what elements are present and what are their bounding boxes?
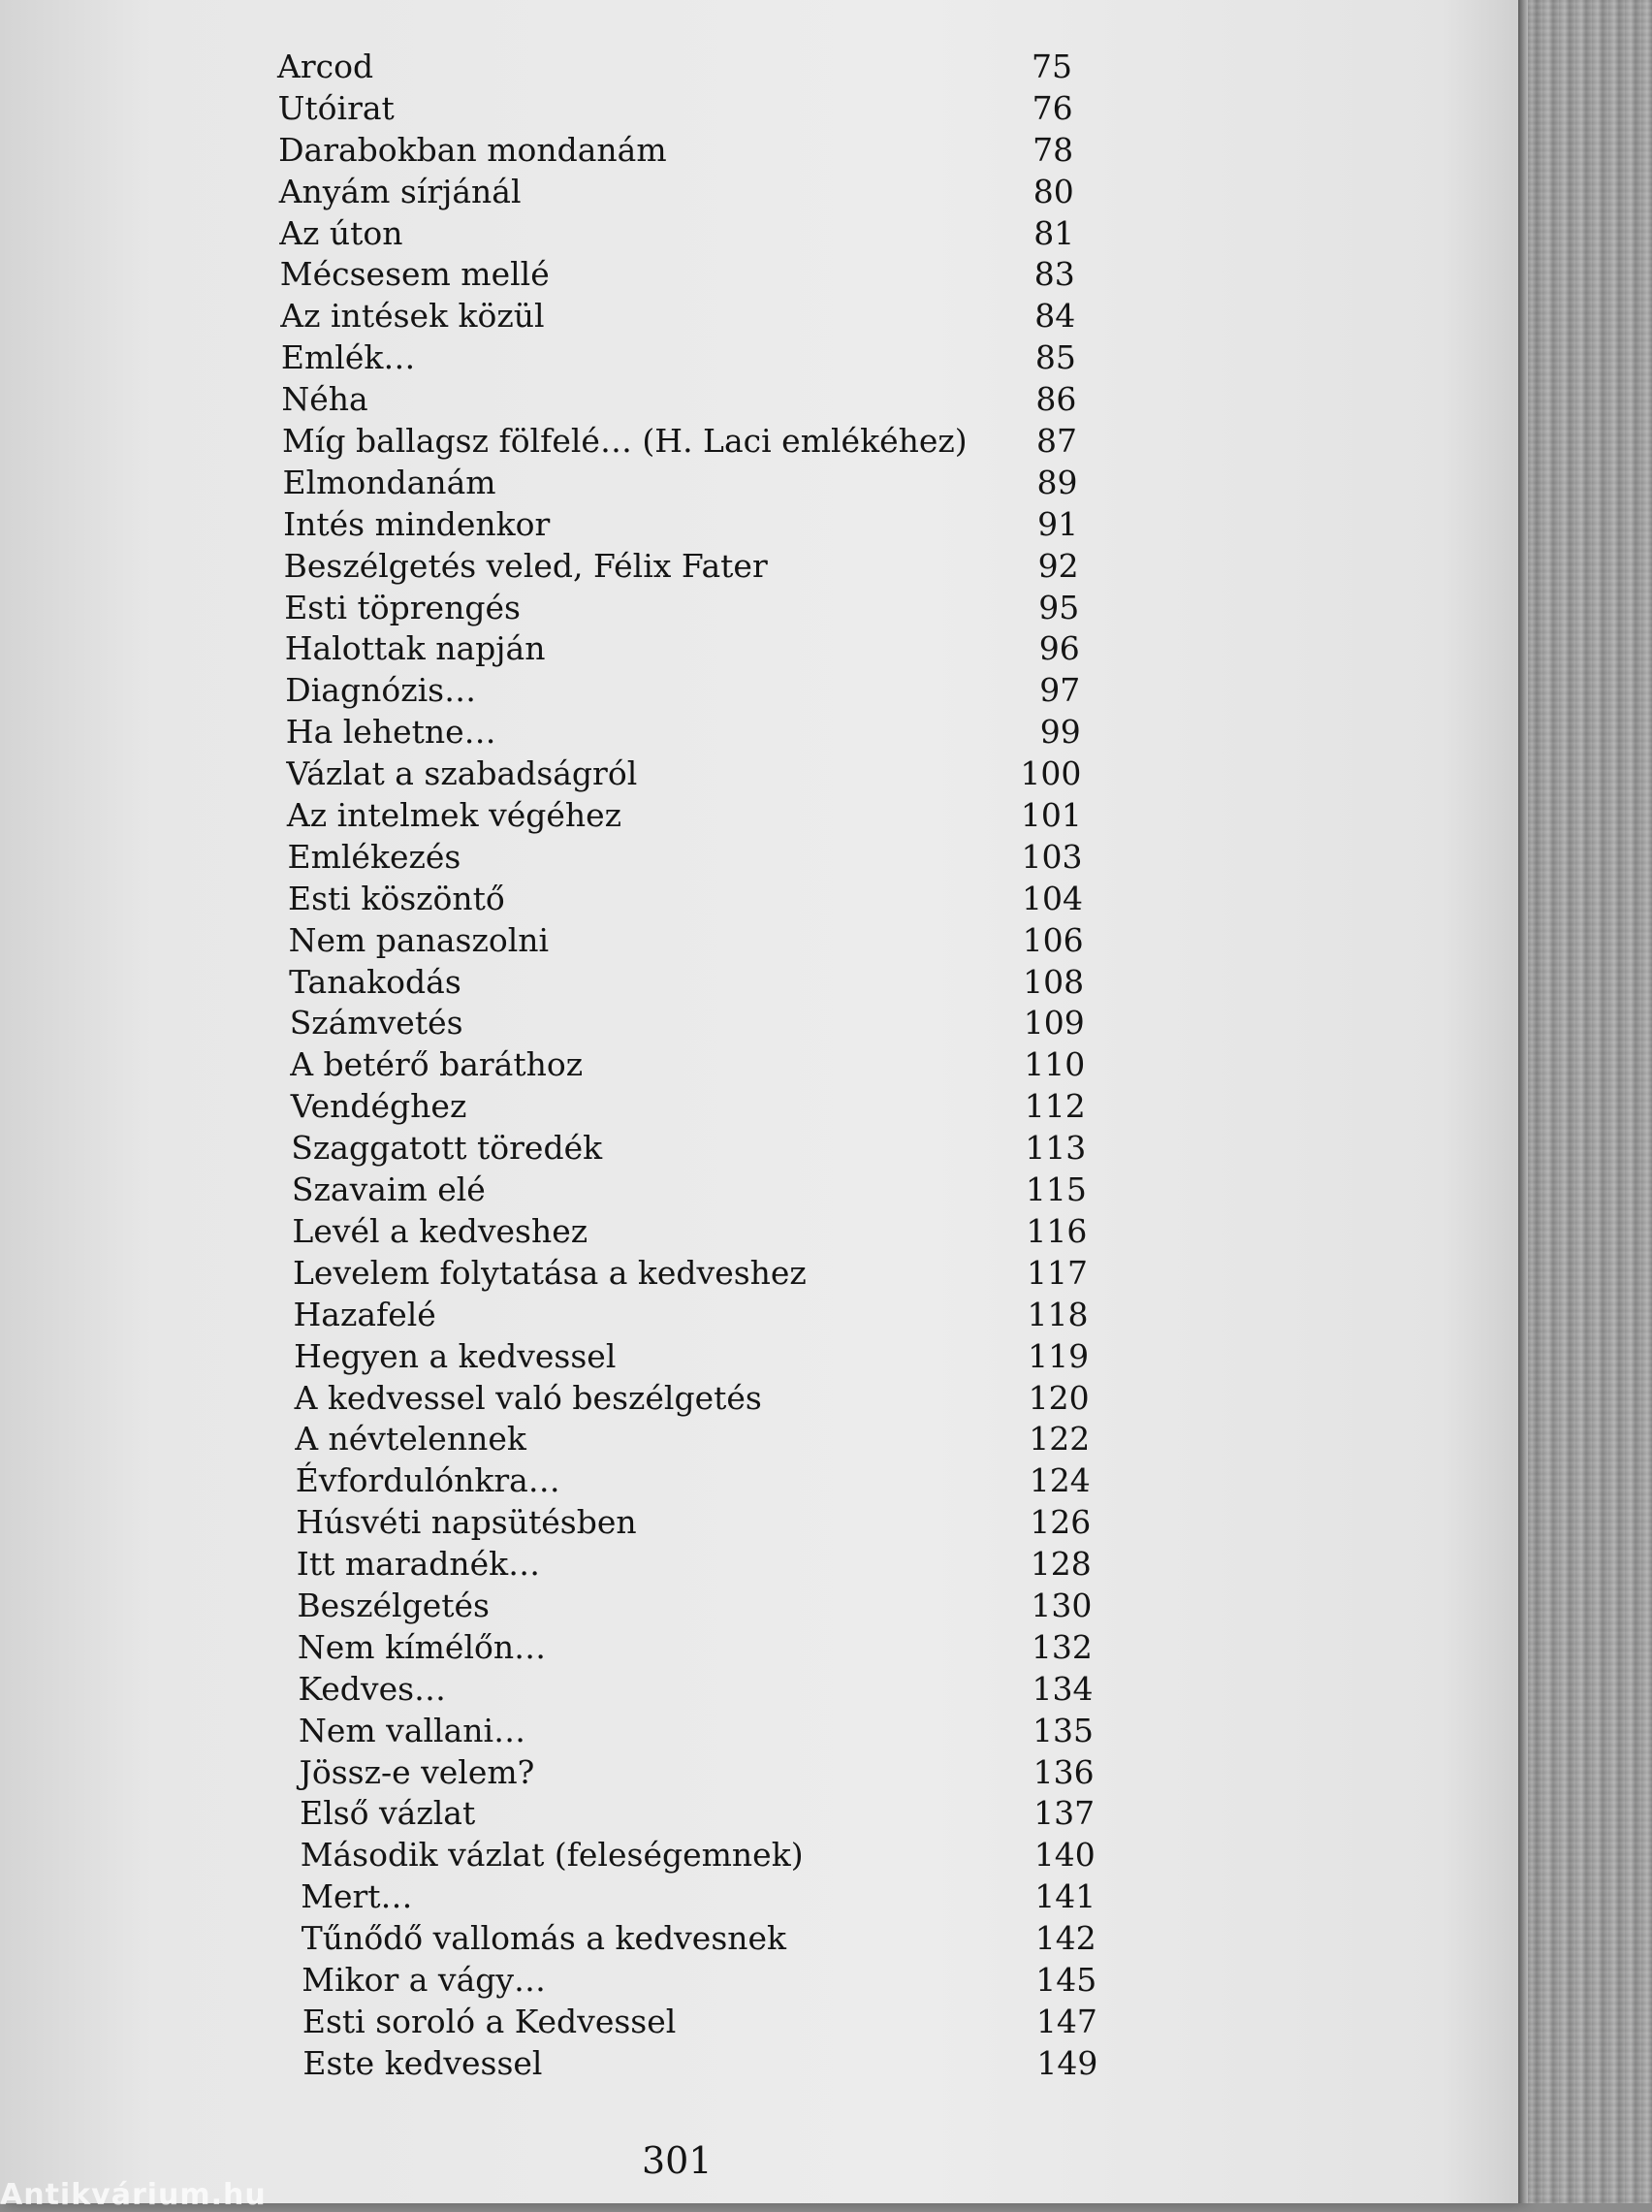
toc-entry — [301, 1835, 1096, 1876]
toc-entry-title: Az intések közül — [280, 297, 545, 336]
toc-entry — [294, 1336, 1089, 1378]
toc-entry-title: Este kedvessel — [302, 2043, 543, 2082]
toc-entry — [296, 1460, 1091, 1502]
toc-entry — [292, 1170, 1087, 1211]
toc-entry — [302, 1918, 1096, 1960]
toc-entry-page: 132 — [1031, 1627, 1093, 1666]
toc-entry-page: 85 — [1034, 338, 1076, 377]
toc-entry-title: Beszélgetés — [297, 1586, 490, 1624]
toc-entry-title: Évfordulónkra… — [295, 1461, 560, 1500]
toc-entry-page: 141 — [1034, 1877, 1096, 1916]
toc-entry — [302, 2043, 1097, 2085]
toc-entry — [286, 712, 1081, 753]
toc-entry — [281, 379, 1076, 421]
toc-entry-page: 76 — [1032, 88, 1073, 127]
toc-entry-page: 118 — [1027, 1295, 1089, 1333]
toc-entry-page: 110 — [1024, 1045, 1086, 1084]
toc-entry — [300, 1752, 1095, 1794]
toc-entry-title: Néha — [281, 380, 368, 419]
toc-entry-title: Második vázlat (feleségemnek) — [300, 1836, 804, 1875]
toc-entry — [297, 1544, 1092, 1586]
toc-entry-page: 103 — [1021, 837, 1083, 876]
toc-entry — [288, 837, 1083, 879]
toc-entry-title: Darabokban mondanám — [278, 130, 667, 169]
toc-entry — [291, 1128, 1086, 1170]
toc-entry-title: Kedves… — [298, 1669, 447, 1708]
toc-entry — [283, 504, 1078, 546]
toc-entry-title: Beszélgetés veled, Félix Fater — [283, 546, 768, 585]
toc-entry-page: 142 — [1034, 1919, 1096, 1958]
toc-entry-page: 80 — [1032, 172, 1074, 210]
toc-entry — [285, 670, 1080, 712]
toc-entry — [280, 296, 1075, 337]
toc-entry-title: Tanakodás — [289, 962, 461, 1001]
toc-entry-title: Első vázlat — [300, 1794, 476, 1833]
toc-entry-page: 108 — [1023, 962, 1085, 1001]
toc-entry — [290, 1003, 1085, 1044]
toc-entry — [283, 463, 1078, 504]
toc-entry-title: Utóirat — [277, 88, 395, 127]
toc-entry — [302, 2002, 1097, 2043]
toc-entry-title: Nem kímélőn… — [297, 1627, 547, 1666]
toc-entry — [287, 795, 1082, 837]
toc-entry — [297, 1586, 1092, 1627]
toc-entry-title: Nem vallani… — [299, 1711, 526, 1749]
toc-entry-title: Esti köszöntő — [288, 879, 505, 917]
toc-entry-title: Esti töprengés — [284, 588, 521, 626]
toc-entry-title: Míg ballagsz fölfelé… (H. Laci emlékéhez) — [282, 422, 968, 461]
toc-entry-page: 100 — [1020, 754, 1082, 793]
toc-entry — [295, 1419, 1090, 1460]
toc-entry-page: 126 — [1030, 1503, 1092, 1542]
toc-entry-page: 101 — [1020, 796, 1082, 835]
toc-entry-page: 84 — [1034, 297, 1076, 336]
toc-entry-title: Vendéghez — [290, 1087, 467, 1126]
toc-entry-title: Az úton — [279, 213, 403, 252]
toc-entry — [293, 1253, 1088, 1295]
toc-entry-page: 115 — [1025, 1170, 1087, 1209]
toc-entry-title: Emlék… — [280, 338, 416, 377]
toc-entry-page: 116 — [1026, 1211, 1088, 1250]
toc-entry-title: A betérő baráthoz — [290, 1045, 584, 1084]
toc-entry-title: Mert… — [301, 1877, 413, 1916]
toc-entry — [278, 88, 1073, 130]
toc-entry-title: Halottak napján — [284, 629, 546, 668]
toc-entry-page: 75 — [1032, 48, 1072, 85]
toc-entry-page: 130 — [1031, 1586, 1093, 1624]
toc-entry — [279, 213, 1074, 255]
table-of-contents — [277, 47, 1098, 2085]
toc-entry-title: Ha lehetne… — [285, 713, 496, 752]
toc-entry — [278, 130, 1073, 172]
toc-entry — [296, 1502, 1091, 1544]
toc-entry — [302, 1960, 1096, 2002]
toc-entry-page: 99 — [1039, 713, 1081, 752]
toc-entry-title: Diagnózis… — [285, 671, 477, 710]
toc-entry — [290, 1044, 1085, 1086]
toc-entry-title: Vázlat a szabadságról — [286, 754, 638, 793]
toc-entry-title: Levél a kedveshez — [292, 1211, 588, 1250]
toc-entry — [288, 879, 1083, 920]
toc-entry-page: 134 — [1032, 1669, 1094, 1708]
toc-entry — [301, 1876, 1096, 1918]
page-number: 301 — [642, 2139, 713, 2182]
toc-entry-page: 136 — [1032, 1752, 1095, 1791]
toc-entry-title: Szaggatott töredék — [291, 1129, 603, 1168]
toc-entry-page: 78 — [1032, 130, 1074, 169]
toc-entry — [294, 1295, 1089, 1336]
toc-entry-page: 89 — [1036, 463, 1078, 501]
toc-entry-page: 117 — [1027, 1253, 1088, 1292]
toc-entry-page: 87 — [1036, 422, 1077, 461]
toc-entry-title: Az intelmek végéhez — [286, 796, 622, 835]
toc-entry — [277, 47, 1072, 88]
toc-entry-title: Szavaim elé — [291, 1170, 486, 1209]
toc-entry — [299, 1669, 1094, 1711]
toc-entry-page: 92 — [1037, 546, 1079, 585]
toc-entry — [282, 421, 1077, 463]
toc-entry — [285, 628, 1080, 670]
toc-entry-title: A kedvessel való beszélgetés — [294, 1378, 762, 1417]
toc-entry-title: Levelem folytatása a kedveshez — [293, 1253, 807, 1292]
watermark: Antikvárium.hu — [0, 2178, 267, 2212]
toc-entry-page: 83 — [1033, 255, 1075, 294]
toc-entry-title: Esti soroló a Kedvessel — [302, 2002, 677, 2040]
toc-entry-page: 86 — [1035, 380, 1077, 419]
toc-entry-page: 128 — [1030, 1545, 1092, 1584]
toc-entry — [289, 920, 1084, 962]
toc-entry-title: Mikor a vágy… — [302, 1960, 547, 1999]
toc-entry-title: Emlékezés — [287, 837, 461, 876]
toc-entry-title: Nem panaszolni — [288, 920, 550, 959]
toc-entry — [295, 1378, 1090, 1420]
toc-entry — [289, 962, 1084, 1004]
toc-entry-page: 109 — [1023, 1004, 1085, 1042]
toc-entry-page: 113 — [1025, 1129, 1087, 1168]
toc-entry-title: A névtelennek — [295, 1420, 526, 1459]
toc-entry-title: Hazafelé — [293, 1295, 436, 1333]
toc-entry — [291, 1086, 1086, 1128]
toc-entry — [280, 254, 1075, 296]
toc-entry — [279, 172, 1074, 213]
toc-entry — [281, 337, 1076, 379]
toc-entry-title: Arcod — [277, 48, 374, 85]
toc-entry-title: Számvetés — [289, 1004, 463, 1042]
toc-entry-page: 147 — [1035, 2002, 1097, 2040]
toc-entry — [300, 1793, 1095, 1835]
toc-entry-page: 120 — [1028, 1378, 1090, 1417]
page-edge — [1518, 0, 1528, 2203]
toc-entry-page: 106 — [1022, 920, 1084, 959]
toc-entry — [284, 588, 1079, 629]
toc-entry-title: Tűnődő vallomás a kedvesnek — [301, 1919, 787, 1958]
toc-entry — [299, 1711, 1094, 1752]
toc-entry — [286, 753, 1081, 795]
toc-entry-title: Elmondanám — [282, 463, 496, 501]
toc-entry-title: Húsvéti napsütésben — [296, 1503, 637, 1542]
toc-entry-page: 140 — [1033, 1836, 1096, 1875]
toc-entry-page: 91 — [1037, 504, 1079, 543]
toc-entry-title: Hegyen a kedvessel — [294, 1336, 617, 1375]
toc-entry-page: 104 — [1022, 879, 1083, 917]
toc-entry-page: 81 — [1033, 213, 1075, 252]
toc-entry-page: 149 — [1036, 2043, 1098, 2082]
toc-entry-page: 122 — [1029, 1420, 1091, 1459]
toc-entry-page: 95 — [1038, 588, 1080, 626]
toc-entry-title: Anyám sírjánál — [278, 172, 522, 210]
toc-entry-title: Intés mindenkor — [283, 504, 551, 543]
toc-entry-page: 135 — [1032, 1711, 1094, 1749]
toc-entry-page: 137 — [1033, 1794, 1096, 1833]
toc-entry — [292, 1211, 1087, 1253]
toc-entry — [298, 1627, 1093, 1669]
toc-entry-title: Mécsesem mellé — [279, 255, 550, 294]
toc-entry-page: 119 — [1028, 1336, 1090, 1375]
toc-entry-page: 96 — [1038, 629, 1080, 668]
toc-entry-title: Itt maradnék… — [296, 1545, 541, 1584]
toc-entry-page: 97 — [1039, 671, 1081, 710]
toc-entry-page: 124 — [1029, 1461, 1091, 1500]
toc-entry-page: 112 — [1024, 1087, 1086, 1126]
toc-entry-title: Jössz-e velem? — [299, 1752, 535, 1791]
toc-entry — [284, 546, 1079, 588]
toc-entry-page: 145 — [1035, 1960, 1097, 1999]
